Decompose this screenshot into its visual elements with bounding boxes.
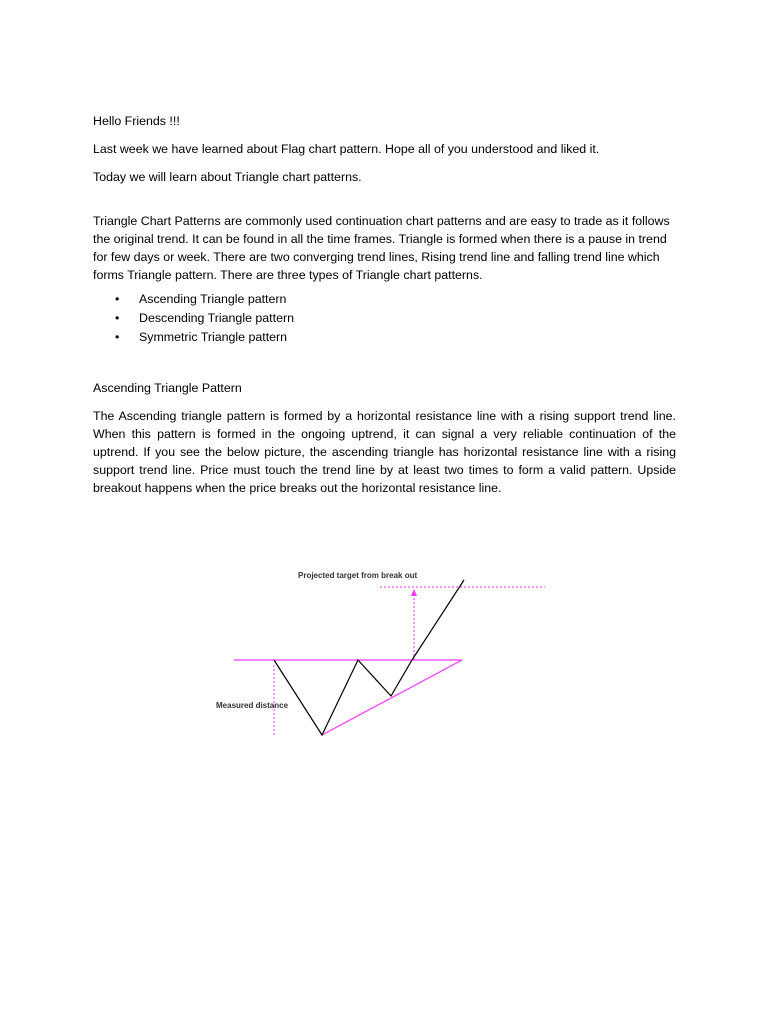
paragraph-flag-recap: Last week we have learned about Flag chart pattern. Hope all of you understood and liked it. xyxy=(93,142,600,156)
list-item-label: Symmetric Triangle pattern xyxy=(139,330,288,344)
list-item xyxy=(115,328,676,347)
bullet-icon: • xyxy=(115,292,120,306)
paragraph-triangle-overview: Triangle Chart Patterns are commonly used continuation chart patterns and are easy to trade as it follows the original trend. It can be found in all the time frames. Triangle is formed when there is a pause in trend for few days or week. There are two converging trend lines, Rising trend line and falling trend line which forms Triangle pattern. There are three types of Triangle chart patterns. xyxy=(93,214,670,282)
list-item xyxy=(115,290,676,309)
bullet-icon: • xyxy=(115,311,120,325)
greeting: Hello Friends !!! xyxy=(93,114,180,128)
support-trend-line xyxy=(322,660,462,735)
section-heading: Ascending Triangle Pattern xyxy=(93,381,242,395)
arrow-up-icon xyxy=(411,589,417,596)
target-label: Projected target from break out xyxy=(298,571,418,580)
diagram-svg xyxy=(200,560,560,750)
measured-distance-label: Measured distance xyxy=(216,701,289,710)
list-item-label: Ascending Triangle pattern xyxy=(139,292,287,306)
list-item-label: Descending Triangle pattern xyxy=(139,311,294,325)
paragraph-intro: Today we will learn about Triangle chart patterns. xyxy=(93,170,362,184)
bullet-icon: • xyxy=(115,330,120,344)
list-item xyxy=(115,309,676,328)
paragraph-ascending-triangle: The Ascending triangle pattern is formed by a horizontal resistance line with a rising support trend line. When this pattern is formed in the ongoing uptrend, it can signal a very reliable continuation of the uptrend. If you see the below picture, the ascending triangle has horizontal resistance line with a rising support trend line. Price must touch the trend line by at least two times to form a valid pattern. Upside breakout happens when the price breaks out the horizontal resistance line. xyxy=(93,409,676,495)
triangle-types-list xyxy=(93,290,676,347)
price-path-line xyxy=(274,580,464,735)
document-body xyxy=(93,112,676,507)
ascending-triangle-diagram xyxy=(200,560,560,750)
